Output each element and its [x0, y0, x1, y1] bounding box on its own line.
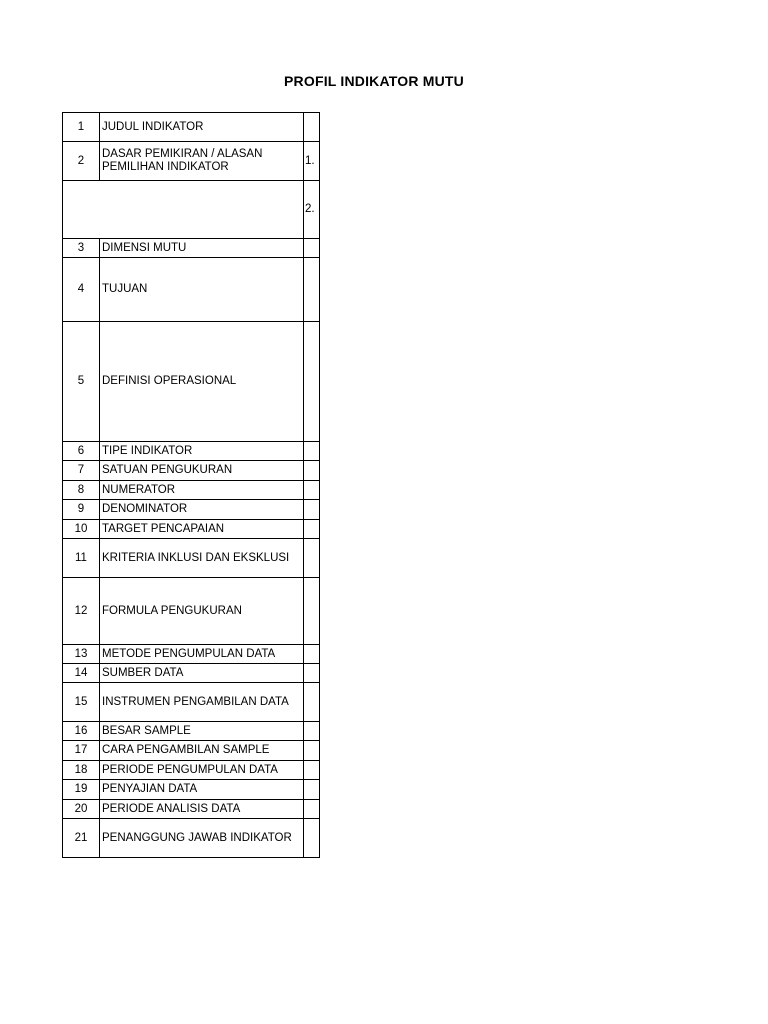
row-number	[63, 181, 100, 239]
table-row	[63, 142, 320, 181]
row-label: BESAR SAMPLE	[100, 722, 304, 741]
row-value	[304, 722, 320, 741]
indicator-profile-table	[62, 112, 317, 858]
row-number: 5	[63, 322, 100, 442]
row-label: TIPE INDIKATOR	[100, 442, 304, 461]
row-number: 20	[63, 800, 100, 819]
row-number: 17	[63, 741, 100, 761]
row-label: TUJUAN	[100, 258, 304, 322]
row-label: CARA PENGAMBILAN SAMPLE	[100, 741, 304, 761]
row-value	[304, 258, 320, 322]
table-row	[63, 461, 320, 481]
table-row	[63, 780, 320, 800]
row-label: PERIODE PENGUMPULAN DATA	[100, 761, 304, 780]
row-number: 3	[63, 239, 100, 258]
table-row	[63, 113, 320, 142]
document-title-clip	[284, 72, 464, 92]
table-row	[63, 664, 320, 683]
document-title: PROFIL INDIKATOR MUTU	[284, 73, 464, 89]
row-value	[304, 741, 320, 761]
row-number: 13	[63, 645, 100, 664]
row-value: 2.	[304, 181, 320, 239]
row-label: NUMERATOR	[100, 481, 304, 500]
row-value	[304, 481, 320, 500]
row-label: PENYAJIAN DATA	[100, 780, 304, 800]
row-number: 21	[63, 819, 100, 858]
row-number: 7	[63, 461, 100, 481]
row-label: TARGET PENCAPAIAN	[100, 520, 304, 539]
row-number: 10	[63, 520, 100, 539]
row-value: 1.	[304, 142, 320, 181]
row-number: 14	[63, 664, 100, 683]
row-number: 11	[63, 539, 100, 578]
table-row	[63, 481, 320, 500]
row-value	[304, 800, 320, 819]
row-label: FORMULA PENGUKURAN	[100, 578, 304, 645]
row-value	[304, 500, 320, 520]
table-row	[63, 722, 320, 741]
row-number: 19	[63, 780, 100, 800]
row-value	[304, 578, 320, 645]
row-label: PENANGGUNG JAWAB INDIKATOR	[100, 819, 304, 858]
row-value	[304, 539, 320, 578]
row-label: DIMENSI MUTU	[100, 239, 304, 258]
row-label: SATUAN PENGUKURAN	[100, 461, 304, 481]
row-value	[304, 780, 320, 800]
row-label	[100, 181, 304, 239]
row-label: DENOMINATOR	[100, 500, 304, 520]
row-number: 9	[63, 500, 100, 520]
table-row	[63, 500, 320, 520]
row-number: 6	[63, 442, 100, 461]
row-label: PERIODE ANALISIS DATA	[100, 800, 304, 819]
table-row	[63, 520, 320, 539]
table-row	[63, 683, 320, 722]
table-row	[63, 181, 320, 239]
table-row	[63, 741, 320, 761]
row-label: DEFINISI OPERASIONAL	[100, 322, 304, 442]
row-label: JUDUL INDIKATOR	[100, 113, 304, 142]
table-row	[63, 645, 320, 664]
row-label: INSTRUMEN PENGAMBILAN DATA	[100, 683, 304, 722]
row-label: DASAR PEMIKIRAN / ALASAN PEMILIHAN INDIKATOR	[100, 142, 304, 181]
row-value	[304, 761, 320, 780]
row-label: SUMBER DATA	[100, 664, 304, 683]
table-row	[63, 800, 320, 819]
row-number: 8	[63, 481, 100, 500]
row-value	[304, 683, 320, 722]
row-value	[304, 322, 320, 442]
row-value	[304, 819, 320, 858]
row-value	[304, 520, 320, 539]
row-value	[304, 442, 320, 461]
table-row	[63, 539, 320, 578]
row-number: 4	[63, 258, 100, 322]
row-number: 1	[63, 113, 100, 142]
row-number: 2	[63, 142, 100, 181]
row-number: 16	[63, 722, 100, 741]
table-row	[63, 761, 320, 780]
table-row	[63, 578, 320, 645]
row-value	[304, 645, 320, 664]
row-number: 18	[63, 761, 100, 780]
row-number: 15	[63, 683, 100, 722]
row-label: KRITERIA INKLUSI DAN EKSKLUSI	[100, 539, 304, 578]
table-row	[63, 819, 320, 858]
row-value	[304, 113, 320, 142]
row-label: METODE PENGUMPULAN DATA	[100, 645, 304, 664]
table-row	[63, 322, 320, 442]
row-value	[304, 239, 320, 258]
row-value	[304, 664, 320, 683]
row-number: 12	[63, 578, 100, 645]
table-row	[63, 258, 320, 322]
table-row	[63, 442, 320, 461]
table-row	[63, 239, 320, 258]
row-value	[304, 461, 320, 481]
